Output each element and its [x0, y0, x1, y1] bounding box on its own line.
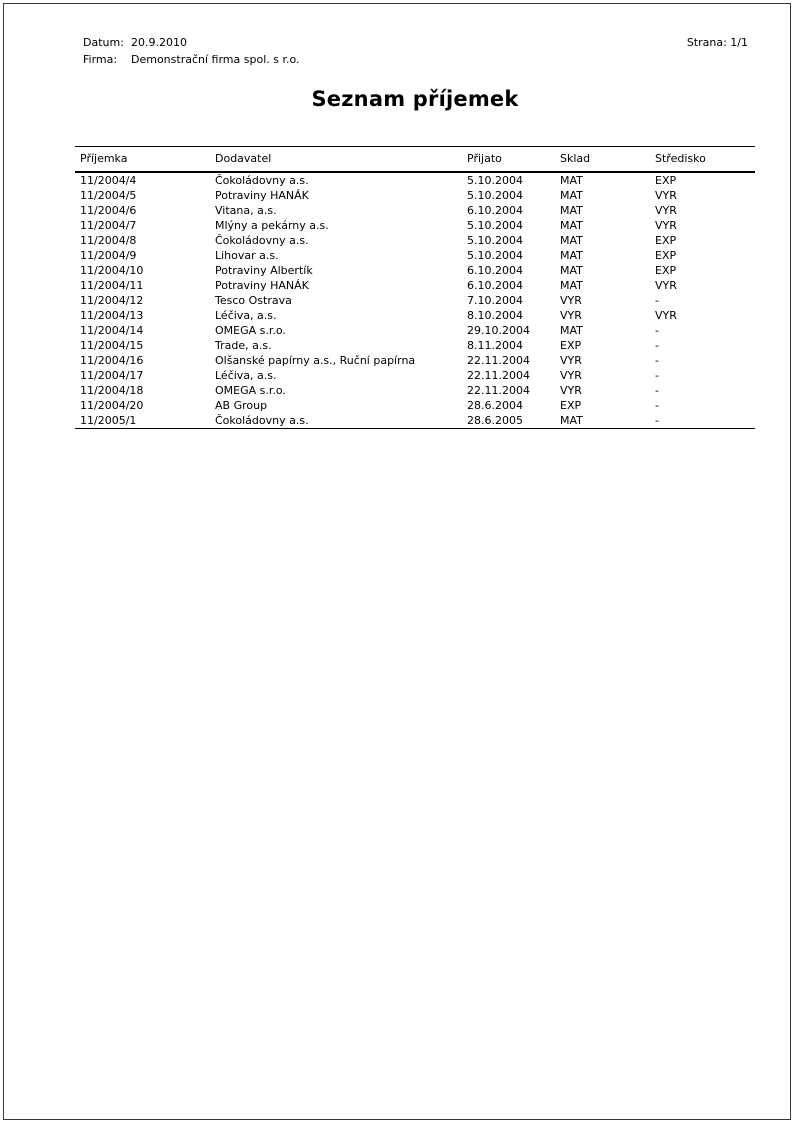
cell-prijemka: 11/2004/16: [80, 354, 144, 367]
cell-prijemka: 11/2004/10: [80, 264, 144, 277]
table-row: [75, 293, 755, 308]
cell-prijato: 22.11.2004: [467, 384, 530, 397]
cell-prijato: 6.10.2004: [467, 204, 523, 217]
cell-stredisko: EXP: [655, 264, 677, 277]
cell-sklad: MAT: [560, 219, 583, 232]
col-header-stredisko: Středisko: [650, 147, 755, 173]
cell-prijemka: 11/2004/12: [80, 294, 144, 307]
table-row: [75, 233, 755, 248]
cell-dodavatel: Potraviny HANÁK: [215, 279, 309, 292]
cell-prijato: 7.10.2004: [467, 294, 523, 307]
cell-stredisko: -: [655, 354, 659, 367]
cell-stredisko: VYR: [655, 279, 677, 292]
cell-stredisko: VYR: [655, 189, 677, 202]
cell-dodavatel: Lihovar a.s.: [215, 249, 279, 262]
cell-dodavatel: Potraviny Albertík: [215, 264, 313, 277]
table-row: [75, 383, 755, 398]
cell-prijemka: 11/2004/13: [80, 309, 144, 322]
cell-prijato: 8.10.2004: [467, 309, 523, 322]
cell-dodavatel: AB Group: [215, 399, 268, 412]
cell-prijemka: 11/2004/15: [80, 339, 144, 352]
cell-stredisko: -: [655, 339, 659, 352]
col-header-dodavatel: Dodavatel: [210, 147, 462, 173]
cell-stredisko: -: [650, 413, 755, 429]
cell-sklad: VYR: [560, 354, 582, 367]
cell-prijemka: 11/2004/5: [80, 189, 137, 202]
cell-stredisko: -: [655, 384, 659, 397]
cell-dodavatel: Léčiva, a.s.: [215, 369, 277, 382]
cell-sklad: VYR: [560, 294, 582, 307]
cell-prijemka: 11/2004/7: [80, 219, 137, 232]
cell-sklad: MAT: [560, 234, 583, 247]
cell-prijato: 5.10.2004: [467, 174, 523, 187]
company-value: Demonstrační firma spol. s r.o.: [131, 53, 300, 66]
table-row: [75, 323, 755, 338]
cell-dodavatel: Vitana, a.s.: [215, 204, 277, 217]
table-row: [75, 188, 755, 203]
cell-prijato: 8.11.2004: [467, 339, 523, 352]
cell-sklad: MAT: [555, 413, 650, 429]
table-row: [75, 263, 755, 278]
cell-prijemka: 11/2004/9: [80, 249, 137, 262]
cell-prijemka: 11/2004/18: [80, 384, 144, 397]
cell-stredisko: -: [655, 294, 659, 307]
table-header: [75, 147, 755, 173]
cell-dodavatel: Potraviny HANÁK: [215, 189, 309, 202]
cell-dodavatel: OMEGA s.r.o.: [215, 324, 286, 337]
cell-dodavatel: Tesco Ostrava: [215, 294, 292, 307]
cell-prijato: 28.6.2004: [467, 399, 523, 412]
cell-prijato: 5.10.2004: [467, 219, 523, 232]
table-row: [75, 413, 755, 429]
cell-sklad: MAT: [560, 264, 583, 277]
cell-stredisko: -: [655, 369, 659, 382]
cell-sklad: MAT: [560, 204, 583, 217]
table-row: [75, 398, 755, 413]
header-row: [75, 147, 755, 173]
table-row: [75, 353, 755, 368]
report-title: Seznam příjemek: [311, 87, 519, 111]
table-row: [75, 218, 755, 233]
cell-dodavatel: Čokoládovny a.s.: [215, 234, 309, 247]
cell-sklad: VYR: [560, 309, 582, 322]
table-body: [75, 172, 755, 429]
cell-sklad: EXP: [560, 339, 582, 352]
cell-dodavatel: Trade, a.s.: [215, 339, 272, 352]
cell-prijato: 29.10.2004: [467, 324, 530, 337]
cell-stredisko: VYR: [655, 309, 677, 322]
cell-prijemka: 11/2004/11: [80, 279, 144, 292]
cell-prijemka: 11/2005/1: [75, 413, 210, 429]
cell-sklad: MAT: [560, 174, 583, 187]
table-row: [75, 278, 755, 293]
cell-prijato: 22.11.2004: [467, 369, 530, 382]
table-row: [75, 338, 755, 353]
cell-stredisko: EXP: [655, 174, 677, 187]
cell-sklad: MAT: [560, 249, 583, 262]
table-row: [75, 308, 755, 323]
cell-stredisko: VYR: [655, 219, 677, 232]
cell-prijato: 6.10.2004: [467, 264, 523, 277]
cell-sklad: VYR: [560, 384, 582, 397]
cell-sklad: MAT: [560, 324, 583, 337]
cell-dodavatel: Čokoládovny a.s.: [215, 174, 309, 187]
cell-dodavatel: Léčiva, a.s.: [215, 309, 277, 322]
cell-dodavatel: Mlýny a pekárny a.s.: [215, 219, 329, 232]
cell-stredisko: EXP: [655, 249, 677, 262]
cell-sklad: VYR: [560, 369, 582, 382]
cell-prijemka: 11/2004/14: [80, 324, 144, 337]
cell-sklad: EXP: [560, 399, 582, 412]
cell-dodavatel: OMEGA s.r.o.: [215, 384, 286, 397]
cell-prijemka: 11/2004/6: [80, 204, 137, 217]
receipts-table: [75, 146, 755, 429]
report-meta: [83, 34, 300, 68]
cell-sklad: MAT: [560, 279, 583, 292]
cell-prijato: 6.10.2004: [467, 279, 523, 292]
cell-prijemka: 11/2004/4: [80, 174, 137, 187]
cell-prijato: 28.6.2005: [462, 413, 555, 429]
table-row: [75, 248, 755, 263]
cell-stredisko: -: [655, 399, 659, 412]
company-row: [83, 51, 300, 68]
cell-prijemka: 11/2004/17: [80, 369, 144, 382]
cell-prijemka: 11/2004/20: [80, 399, 144, 412]
report-header: [83, 34, 748, 68]
cell-stredisko: EXP: [655, 234, 677, 247]
company-label: Firma:: [83, 53, 118, 66]
date-row: [83, 34, 300, 51]
cell-prijato: 5.10.2004: [467, 234, 523, 247]
col-header-prijemka: Příjemka: [75, 147, 210, 173]
date-label: Datum:: [83, 36, 124, 49]
cell-prijemka: 11/2004/8: [80, 234, 137, 247]
table-row: [75, 172, 755, 188]
col-header-sklad: Sklad: [555, 147, 650, 173]
cell-dodavatel: Čokoládovny a.s.: [210, 413, 462, 429]
cell-stredisko: VYR: [655, 204, 677, 217]
cell-prijato: 5.10.2004: [467, 189, 523, 202]
table-row: [75, 368, 755, 383]
table-row: [75, 203, 755, 218]
date-value: 20.9.2010: [131, 36, 187, 49]
cell-dodavatel: Olšanské papírny a.s., Ruční papírna: [215, 354, 416, 367]
cell-stredisko: -: [655, 324, 659, 337]
cell-prijato: 22.11.2004: [467, 354, 530, 367]
col-header-prijato: Přijato: [462, 147, 555, 173]
page-number: Strana: 1/1: [686, 36, 748, 49]
cell-prijato: 5.10.2004: [467, 249, 523, 262]
cell-sklad: MAT: [560, 189, 583, 202]
